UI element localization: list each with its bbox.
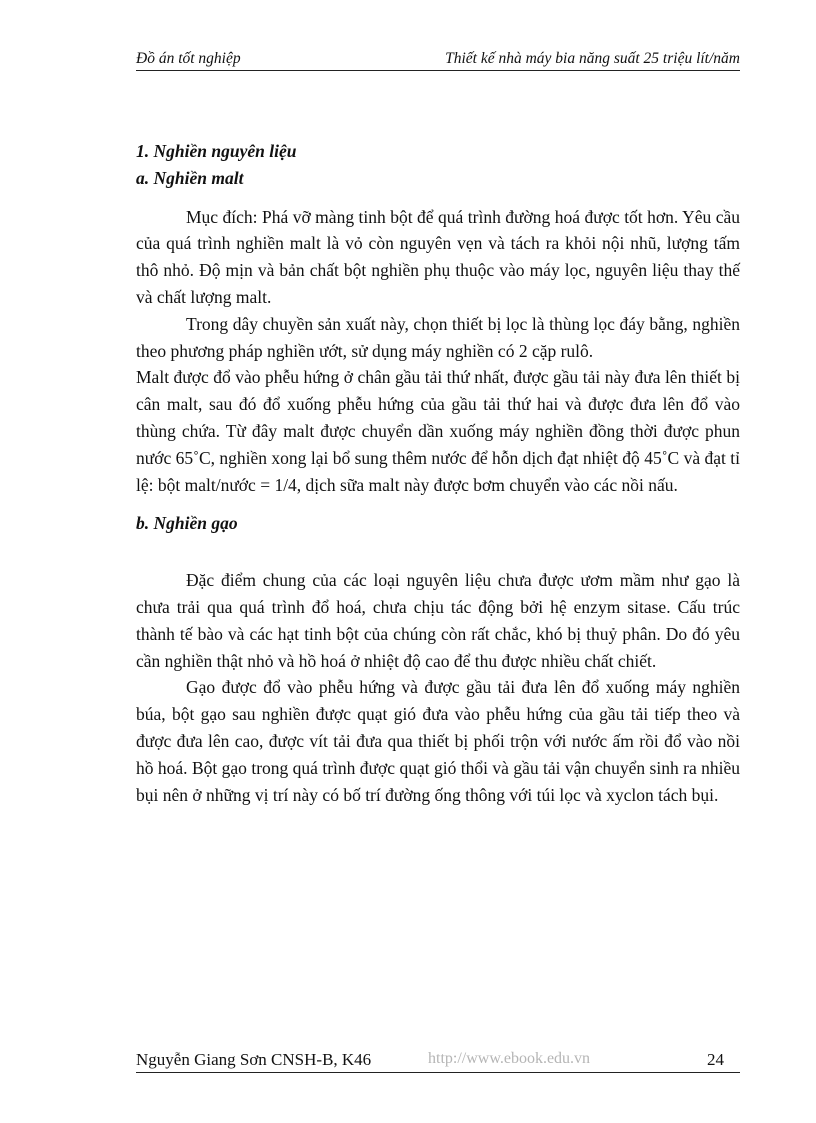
footer-url[interactable]: http://www.ebook.edu.vn: [428, 1050, 591, 1067]
paragraph-gao-characteristics: Đặc điểm chung của các loại nguyên liệu chưa được ươm mầm như gạo là chưa trải qua quá trình đổ hoá, chưa chịu tác động bởi hệ enzym sitase. Cấu trúc thành tế bào và các hạt tinh bột của chúng còn rất chắc, khó bị thuỷ phân. Do đó yêu cần nghiền thật nhỏ và hồ hoá ở nhiệt độ cao để thu được nhiều chất chiết.: [136, 570, 740, 671]
page-header: [136, 50, 740, 72]
paragraph-malt-process: Malt được đổ vào phễu hứng ở chân gầu tải thứ nhất, được gầu tải này đưa lên thiết bị cân malt, sau đó đổ xuống phễu hứng của gầu tải thứ hai và được đưa lên đổ vào thùng chứa. Từ đây malt được chuyển dần xuống máy nghiền đồng thời được phun nước 65˚C, nghiền xong lại bổ sung thêm nước để hỗn dịch đạt nhiệt độ 45˚C và đạt tỉ lệ: bột malt/nước = 1/4, dịch sữa malt này được bơm chuyển vào các nồi nấu.: [136, 367, 740, 495]
header-divider: [136, 70, 740, 71]
page-content: [136, 138, 740, 808]
footer-author: Nguyễn Giang Sơn CNSH-B, K46: [136, 1050, 372, 1069]
page-number: 24: [707, 1050, 724, 1069]
paragraph-malt-purpose: Mục đích: Phá vỡ màng tinh bột để quá trình đường hoá được tốt hơn. Yêu cầu của quá trình nghiền malt là vỏ còn nguyên vẹn và tách ra khỏi nội nhũ, lượng tấm thô nhỏ. Độ mịn và bản chất bột nghiền phụ thuộc vào máy lọc, nguyên liệu thay thế và chất lượng malt.: [136, 206, 740, 307]
header-document-title: Thiết kế nhà máy bia năng suất 25 triệu lít/năm: [445, 50, 740, 67]
footer-divider: [136, 1072, 740, 1073]
section-title: 1. Nghiền nguyên liệu: [136, 141, 297, 161]
paragraph-gao-process: Gạo được đổ vào phễu hứng và được gầu tải đưa lên đổ xuống máy nghiền búa, bột gạo sau nghiền được quạt gió đưa vào phễu hứng của gầu tải tiếp theo và được đưa lên cao, được vít tải đưa qua thiết bị phối trộn với nước ấm rồi đổ vào nồi hồ hoá. Bột gạo trong quá trình được quạt gió thổi và gầu tải vận chuyển sinh ra nhiều bụi nên ở những vị trí này có bố trí đường ống thông với túi lọc và xyclon tách bụi.: [136, 677, 740, 805]
header-document-type: Đồ án tốt nghiệp: [136, 50, 241, 67]
subsection-title-gao: b. Nghiền gạo: [136, 513, 238, 534]
subsection-title-malt: a. Nghiền malt: [136, 167, 244, 188]
page-footer: [136, 1050, 740, 1074]
paragraph-malt-equipment: Trong dây chuyền sản xuất này, chọn thiết bị lọc là thùng lọc đáy bằng, nghiền theo phương pháp nghiền ướt, sử dụng máy nghiền có 2 cặp rulô.: [136, 313, 740, 361]
